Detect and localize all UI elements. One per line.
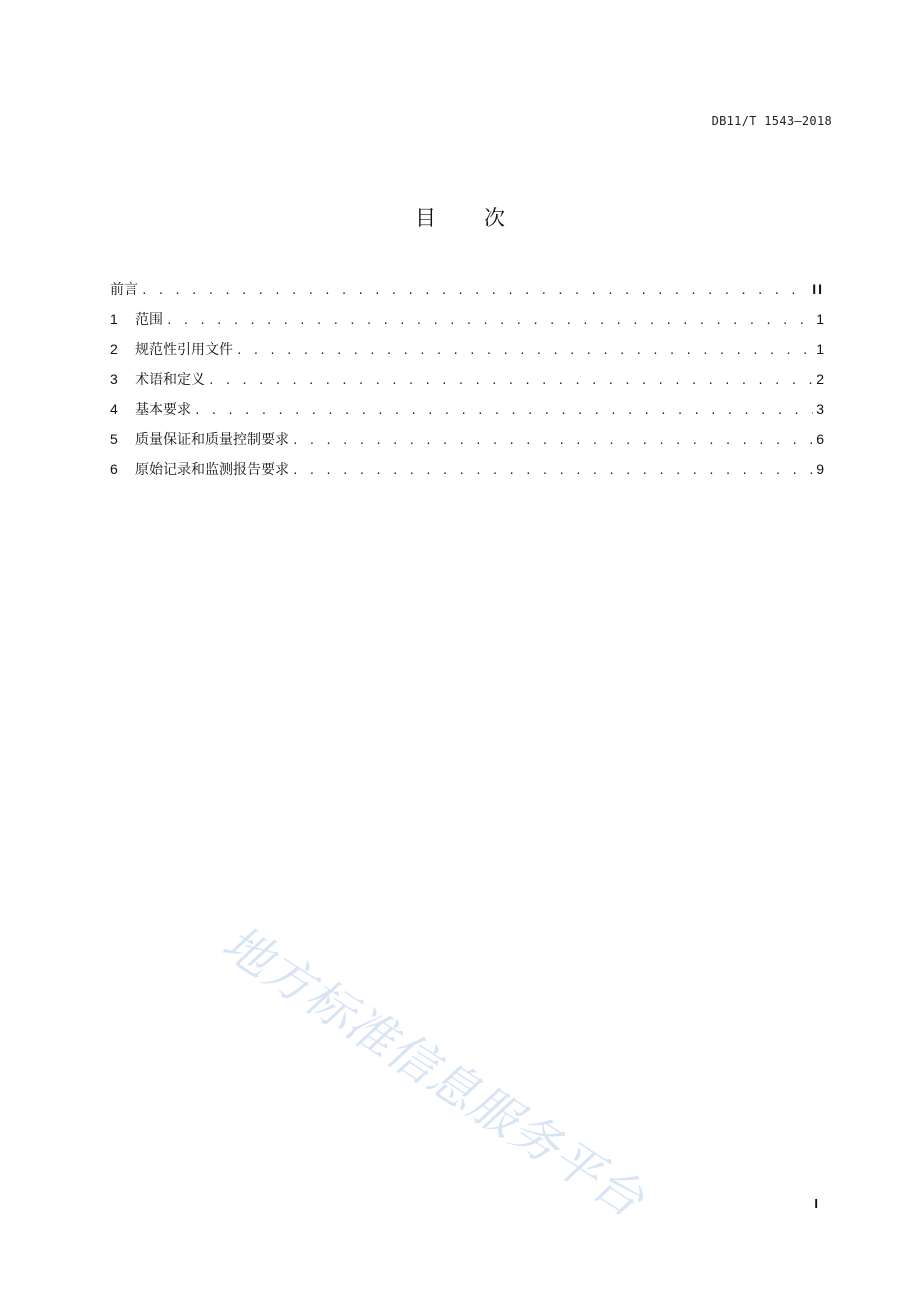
toc-entry-title: 范围 [135, 312, 163, 328]
toc-entry-page: 1 [816, 341, 824, 357]
toc-entry-page: 3 [816, 401, 824, 417]
table-of-contents [110, 279, 824, 489]
toc-entry-number: 4 [110, 401, 118, 417]
toc-entry-basic-requirements[interactable] [110, 399, 824, 429]
toc-entry-terms-definitions[interactable] [110, 369, 824, 399]
page-number: I [814, 1196, 818, 1211]
toc-dot-leader [194, 401, 813, 421]
toc-entry-number: 5 [110, 431, 118, 447]
toc-entry-page: 6 [816, 431, 824, 447]
toc-entry-records-reports[interactable] [110, 459, 824, 489]
toc-entry-page: II [812, 281, 824, 297]
toc-dot-leader [292, 431, 813, 451]
watermark: 地方标准信息服务平台 [212, 914, 654, 1229]
toc-dot-leader [141, 281, 809, 301]
toc-entry-title: 前言 [110, 282, 138, 298]
toc-entry-foreword[interactable] [110, 279, 824, 309]
toc-entry-quality-assurance[interactable] [110, 429, 824, 459]
document-number: DB11/T 1543—2018 [711, 114, 832, 128]
toc-entry-title: 术语和定义 [135, 372, 205, 388]
toc-entry-number: 1 [110, 311, 118, 327]
toc-title: 目次 [415, 206, 553, 230]
toc-entry-title: 规范性引用文件 [135, 342, 233, 358]
toc-entry-number: 3 [110, 371, 118, 387]
toc-dot-leader [166, 311, 813, 331]
toc-dot-leader [208, 371, 813, 391]
toc-entry-number: 2 [110, 341, 118, 357]
toc-entry-page: 1 [816, 311, 824, 327]
toc-entry-normative-references[interactable] [110, 339, 824, 369]
toc-entry-page: 2 [816, 371, 824, 387]
toc-entry-number: 6 [110, 461, 118, 477]
toc-entry-title: 原始记录和监测报告要求 [135, 462, 289, 478]
toc-dot-leader [236, 341, 813, 361]
toc-dot-leader [292, 461, 813, 481]
toc-entry-page: 9 [816, 461, 824, 477]
toc-entry-title: 质量保证和质量控制要求 [135, 432, 289, 448]
toc-entry-scope[interactable] [110, 309, 824, 339]
toc-entry-title: 基本要求 [135, 402, 191, 418]
